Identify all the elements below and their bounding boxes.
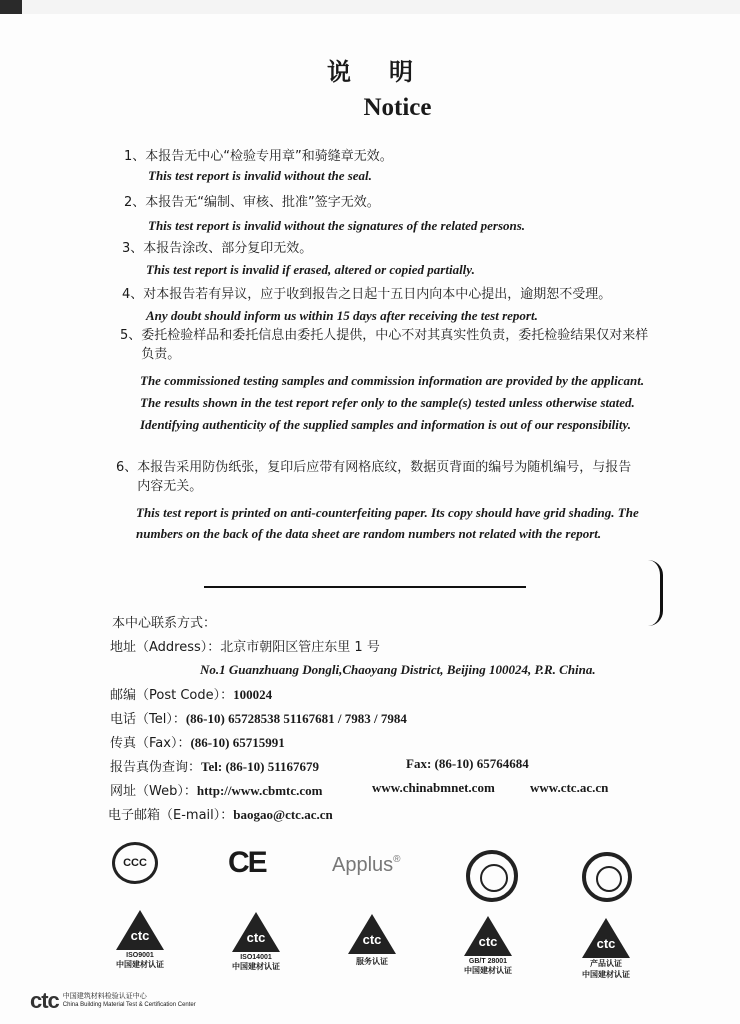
ctc-triangle-icon (232, 912, 280, 952)
verify-label: 报告真伪查询： (110, 760, 202, 775)
contact-heading-text: 本中心联系方式： (112, 616, 217, 631)
item-text-en: This test report is invalid without the signatures of the related persons. (148, 218, 526, 233)
contact-heading (112, 612, 216, 631)
ctc-mark-text: ctc (362, 932, 382, 947)
web-link-1[interactable]: http://www.cbmtc.com (196, 783, 323, 798)
certification-seal-1-icon (466, 850, 518, 902)
notice-item-4 (122, 284, 662, 325)
logo-caption-1: ISO14001 (240, 954, 272, 961)
title-english: Notice (363, 94, 432, 121)
email-label: 电子邮箱（E-mail）： (108, 808, 234, 823)
ctc-product-cert-logo (574, 918, 638, 980)
tel-value: (86-10) 65728538 51167681 / 7983 / 7984 (185, 711, 407, 726)
item-text-en: This test report is invalid if erased, altered or copied partially. (146, 262, 475, 277)
contact-address-en: No.1 Guanzhuang Dongli,Chaoyang District, Beijing 100024, P.R. China. (200, 662, 596, 677)
ccc-mark-icon (112, 842, 158, 884)
item-number: 3、 (122, 241, 144, 256)
item-text-cn: 委托检验样品和委托信息由委托人提供，中心不对其真实性负责，委托检验结果仅对来样负责。 (141, 328, 649, 362)
divider-line (204, 586, 526, 588)
scan-bracket-mark (648, 560, 663, 626)
ce-mark-icon (228, 846, 266, 880)
scan-top-edge (22, 0, 740, 14)
contact-address (110, 636, 380, 655)
web-link-3[interactable]: www.ctc.ac.cn (530, 780, 609, 795)
ctc-footer-logo-icon: ctc (30, 988, 59, 1013)
applus-logo-icon: Applus® (332, 854, 401, 876)
logo-caption-2: 中国建材认证 (232, 962, 280, 971)
ctc-mark-text: ctc (478, 934, 498, 949)
address-cn: 北京市朝阳区管庄东里 1 号 (220, 640, 380, 655)
notice-item-2 (124, 192, 664, 235)
item-number: 4、 (122, 287, 144, 302)
fax-value: (86-10) 65715991 (190, 735, 285, 750)
logo-caption-2: 中国建材认证 (116, 960, 164, 969)
email-value[interactable]: baogao@ctc.ac.cn (233, 807, 333, 822)
applus-logo-text: Applus (332, 854, 394, 876)
item-number: 1、 (124, 149, 146, 164)
logo-caption-1: GB/T 28001 (468, 958, 508, 965)
logo-caption-1: 产品认证 (590, 959, 622, 968)
contact-postcode (110, 684, 272, 703)
ctc-mark-text: ctc (246, 930, 266, 945)
item-number: 6、 (116, 460, 138, 475)
contact-fax (110, 732, 285, 751)
notice-item-1 (124, 146, 644, 185)
ctc-triangle-icon (464, 916, 512, 956)
footer-org-cn: 中国建筑材料检验认证中心 (62, 992, 147, 1000)
postcode-value: 100024 (233, 687, 273, 702)
web-label: 网址（Web）： (110, 784, 197, 799)
ctc-gbt28001-logo (456, 916, 520, 976)
ctc-mark-text: ctc (596, 936, 616, 951)
contact-web (110, 780, 630, 799)
web-link-2[interactable]: www.chinabmnet.com (372, 780, 495, 795)
ccc-mark-text: CCC (123, 857, 147, 869)
item-text-cn: 本报告涂改、部分复印无效。 (143, 241, 313, 256)
notice-item-6 (116, 458, 644, 544)
notice-item-3 (122, 238, 642, 279)
ctc-iso14001-logo (224, 912, 288, 972)
ctc-iso9001-logo (108, 910, 172, 970)
logo-caption-2: 服务认证 (356, 957, 388, 966)
address-label: 地址（Address）： (110, 640, 221, 655)
verify-tel: Tel: (86-10) 51167679 (201, 759, 319, 774)
ctc-service-logo (340, 914, 404, 967)
item-text-cn: 本报告无“编制、审核、批准”签字无效。 (145, 195, 380, 210)
logo-caption-2: 中国建材认证 (464, 966, 512, 975)
verify-fax: Fax: (86-10) 65764684 (406, 756, 529, 771)
ctc-triangle-icon (582, 918, 630, 958)
fax-label: 传真（Fax）： (110, 736, 191, 751)
logo-caption-2: 中国建材认证 (582, 970, 630, 979)
notice-item-5 (120, 326, 654, 436)
contact-tel (110, 708, 407, 727)
item-number: 2、 (124, 195, 146, 210)
item-text-en: This test report is printed on anti-counterfeiting paper. Its copy should have grid shading. The numbers on the back of the data sheet are random numbers not related with the report. (136, 505, 639, 541)
logo-caption-1: ISO9001 (126, 952, 154, 959)
ce-mark-text: CE (228, 846, 266, 879)
postcode-label: 邮编（Post Code）： (110, 688, 234, 703)
tel-label: 电话（Tel）： (110, 712, 186, 727)
title-chinese: 说明 (327, 57, 451, 86)
ctc-triangle-icon (348, 914, 396, 954)
contact-verify (110, 756, 630, 775)
certification-seal-2-icon (582, 852, 632, 902)
item-text-cn: 本报告采用防伪纸张，复印后应带有网格底纹，数据页背面的编号为随机编号，与报告内容无关。 (137, 460, 632, 494)
item-text-en: This test report is invalid without the seal. (148, 168, 372, 183)
contact-email (108, 804, 333, 823)
footer-brand (30, 988, 196, 1014)
item-text-en: Any doubt should inform us within 15 days after receiving the test report. (146, 308, 538, 323)
ctc-triangle-icon (116, 910, 164, 950)
item-text-en: The commissioned testing samples and commission information are provided by the applicant. The results shown in the test report refer only to the sample(s) tested unless otherwise stated. Identifying authenticity of the supplied samples and information is out of our responsibility. (140, 373, 645, 432)
item-text-cn: 对本报告若有异议，应于收到报告之日起十五日内向本中心提出，逾期恕不受理。 (143, 287, 612, 302)
item-text-cn: 本报告无中心“检验专用章”和骑缝章无效。 (145, 149, 393, 164)
footer-org (63, 992, 196, 1010)
footer-org-en: China Building Material Test & Certification Center (62, 1002, 196, 1008)
ctc-mark-text: ctc (130, 928, 150, 943)
item-number: 5、 (120, 328, 142, 343)
